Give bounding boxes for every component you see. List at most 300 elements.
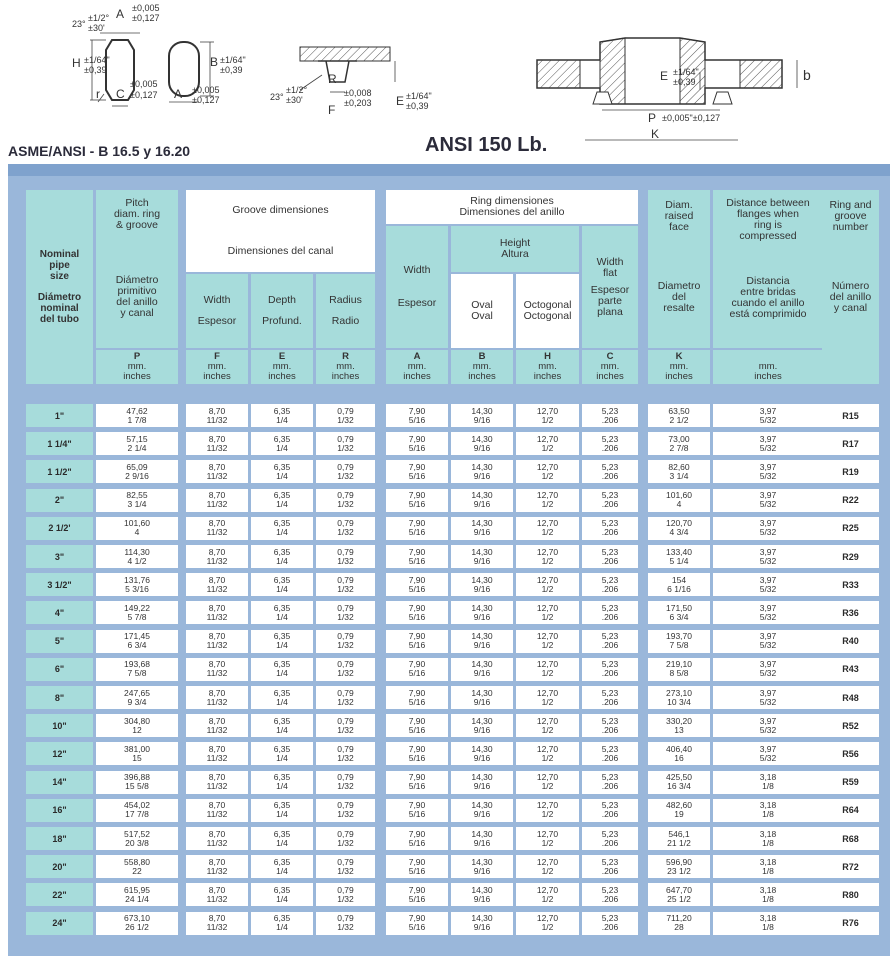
table-cell-k (648, 912, 710, 935)
table-cell-r (316, 601, 375, 624)
table-cell-k (648, 517, 710, 540)
cell-inch-value: 15 5/8 (125, 781, 149, 792)
cell-inch-value: 1/4 (276, 499, 288, 510)
table-cell-p (96, 912, 178, 935)
table-cell-c (582, 573, 638, 596)
cell-inch-value: 19 (674, 809, 684, 820)
cell-inch-value: 11/32 (206, 583, 228, 594)
table-cell-f (186, 827, 248, 850)
table-cell-b (451, 686, 513, 709)
cell-mm-value: 8,70 (208, 631, 226, 642)
table-cell-r (316, 432, 375, 455)
cell-mm-value: 14,30 (471, 546, 493, 557)
table-cell-h (516, 658, 579, 681)
cell-mm-value: 14,30 (471, 631, 493, 642)
cell-mm-value: 7,90 (408, 772, 426, 783)
cell-inch-value: .206 (601, 696, 619, 707)
table-cell-h (516, 460, 579, 483)
cell-mm-value: 482,60 (666, 800, 692, 811)
table-cell-k (648, 460, 710, 483)
cell-mm-value: 82,55 (126, 490, 148, 501)
cell-inch-value: 1/2 (541, 724, 554, 735)
cell-mm-value: 5,23 (601, 800, 619, 811)
table-cell-f (186, 658, 248, 681)
cell-inch-value: 5/32 (759, 611, 777, 622)
cell-inch-value: 9/16 (473, 668, 491, 679)
table-cell-c (582, 799, 638, 822)
flange-e-tol1-label: ±1/64" (673, 67, 699, 77)
cell-inch-value: 5/32 (759, 442, 777, 453)
row-size-label: 3" (26, 545, 93, 568)
table-cell-h (516, 742, 579, 765)
c-tol1-label: ±0,005 (130, 79, 158, 89)
table-cell-e (251, 545, 313, 568)
cell-mm-value: 120,70 (666, 518, 692, 529)
table-cell-d (713, 545, 823, 568)
table-cell-c (582, 686, 638, 709)
cell-mm-value: 6,35 (273, 828, 291, 839)
cell-inch-value: 11/32 (206, 527, 228, 538)
table-cell-f (186, 714, 248, 737)
col-pitch-header: Pitch diam. ring & groove Diámetro primitivo del anillo y canal (96, 190, 178, 348)
cell-mm-value: 14,30 (471, 743, 493, 754)
cell-inch-value: 13 (674, 724, 684, 735)
cell-mm-value: 0,79 (337, 405, 354, 416)
table-cell-d (713, 404, 823, 427)
cell-inch-value: 23 1/2 (667, 865, 691, 876)
cell-mm-value: 6,35 (273, 659, 291, 670)
cell-mm-value: 193,68 (124, 659, 150, 670)
cell-mm-value: 8,70 (208, 715, 226, 726)
cell-inch-value: 1/2 (541, 893, 554, 904)
cell-mm-value: 6,35 (273, 772, 291, 783)
cell-inch-value: 1/32 (337, 752, 354, 763)
row-ring-number: R22 (822, 489, 879, 512)
table-cell-e (251, 489, 313, 512)
cell-mm-value: 3,18 (759, 856, 777, 867)
col-flat-c-units: C mm. inches (582, 350, 638, 384)
table-cell-a (386, 432, 448, 455)
cell-inch-value: 1/2 (541, 527, 554, 538)
cell-mm-value: 47,62 (126, 405, 148, 416)
cell-mm-value: 3,97 (759, 546, 777, 557)
table-cell-f (186, 573, 248, 596)
table-cell-r (316, 799, 375, 822)
table-cell-d (713, 714, 823, 737)
cell-mm-value: 8,70 (208, 856, 226, 867)
groove-drawing (300, 47, 395, 92)
cell-inch-value: 1/32 (337, 724, 354, 735)
col-nominal-header: Nominal pipe size Diámetro nominal del tubo (26, 190, 93, 384)
table-cell-f (186, 432, 248, 455)
cell-inch-value: 20 3/8 (125, 837, 149, 848)
groove-f-tol2-label: ±0,203 (344, 98, 372, 108)
cell-mm-value: 14,30 (471, 800, 493, 811)
cell-mm-value: 6,35 (273, 687, 291, 698)
table-cell-k (648, 827, 710, 850)
cell-inch-value: 28 (674, 922, 684, 933)
cell-mm-value: 5,23 (601, 743, 619, 754)
cell-inch-value: 6 1/16 (667, 583, 691, 594)
cell-inch-value: 1/2 (541, 640, 554, 651)
table-cell-f (186, 517, 248, 540)
cell-inch-value: 1/2 (541, 414, 554, 425)
table-cell-a (386, 883, 448, 906)
cell-mm-value: 12,70 (536, 715, 559, 726)
cell-mm-value: 0,79 (337, 828, 354, 839)
cell-mm-value: 8,70 (208, 743, 226, 754)
row-size-label: 1 1/2" (26, 460, 93, 483)
cell-inch-value: 1/32 (337, 499, 354, 510)
cell-inch-value: 9/16 (473, 442, 491, 453)
cell-inch-value: 5/16 (408, 442, 426, 453)
cell-inch-value: 1/4 (276, 724, 288, 735)
cell-mm-value: 6,35 (273, 800, 291, 811)
groove-e-label: E (396, 94, 405, 108)
row-ring-number: R52 (822, 714, 879, 737)
cell-inch-value: 1/4 (276, 752, 288, 763)
cell-inch-value: 1/32 (337, 668, 354, 679)
panel-top-band (8, 164, 890, 176)
h-tol2-label: ±0,39 (84, 65, 107, 75)
cell-mm-value: 0,79 (337, 461, 354, 472)
table-cell-f (186, 489, 248, 512)
cell-mm-value: 3,18 (759, 913, 777, 924)
table-cell-c (582, 432, 638, 455)
cell-mm-value: 7,90 (408, 743, 426, 754)
table-cell-d (713, 489, 823, 512)
cell-mm-value: 12,70 (536, 602, 559, 613)
cell-mm-value: 8,70 (208, 772, 226, 783)
col-width-a-units: A mm. inches (386, 350, 448, 384)
table-cell-r (316, 742, 375, 765)
cell-inch-value: .206 (601, 922, 619, 933)
table-cell-b (451, 630, 513, 653)
table-cell-c (582, 545, 638, 568)
a-label: A (116, 7, 125, 21)
table-cell-b (451, 404, 513, 427)
cell-mm-value: 14,30 (471, 856, 493, 867)
table-cell-f (186, 404, 248, 427)
table-cell-c (582, 630, 638, 653)
cell-mm-value: 6,35 (273, 913, 291, 924)
table-cell-r (316, 883, 375, 906)
cell-inch-value: 9/16 (473, 724, 491, 735)
table-cell-h (516, 432, 579, 455)
cell-mm-value: 381,00 (124, 743, 150, 754)
table-cell-b (451, 432, 513, 455)
cell-mm-value: 7,90 (408, 631, 426, 642)
cell-inch-value: 11/32 (206, 837, 228, 848)
cell-inch-value: .206 (601, 414, 619, 425)
table-cell-c (582, 771, 638, 794)
table-cell-h (516, 517, 579, 540)
cell-mm-value: 7,90 (408, 518, 426, 529)
table-cell-a (386, 460, 448, 483)
flange-e-label: E (660, 69, 669, 83)
cell-mm-value: 5,23 (601, 461, 619, 472)
cell-inch-value: 5/16 (408, 865, 426, 876)
cell-mm-value: 0,79 (337, 913, 354, 924)
cell-mm-value: 8,70 (208, 405, 226, 416)
cell-inch-value: 6 3/4 (669, 611, 689, 622)
cell-inch-value: .206 (601, 809, 619, 820)
cell-mm-value: 12,70 (536, 743, 559, 754)
table-cell-d (713, 855, 823, 878)
height-group-header: Height Altura (451, 226, 579, 272)
cell-inch-value: 5/32 (759, 470, 777, 481)
table-cell-c (582, 404, 638, 427)
table-cell-k (648, 686, 710, 709)
cell-mm-value: 396,88 (124, 772, 150, 783)
cell-mm-value: 8,70 (208, 461, 226, 472)
col-depth-e-header: Depth Profund. (251, 274, 313, 348)
row-size-label: 5" (26, 630, 93, 653)
cell-inch-value: 11/32 (206, 668, 228, 679)
cell-inch-value: 1/32 (337, 922, 354, 933)
cell-mm-value: 3,97 (759, 405, 777, 416)
table-cell-d (713, 432, 823, 455)
row-ring-number: R56 (822, 742, 879, 765)
cell-mm-value: 0,79 (337, 856, 354, 867)
cell-mm-value: 6,35 (273, 856, 291, 867)
cell-inch-value: 9/16 (473, 611, 491, 622)
cell-mm-value: 0,79 (337, 772, 354, 783)
row-size-label: 1" (26, 404, 93, 427)
col-pitch-units: P mm. inches (96, 350, 178, 384)
cell-mm-value: 454,02 (124, 800, 150, 811)
col-distance-header: Distance between flanges when ring is compressed Distancia entre bridas cuando el anillo está comprimido (713, 190, 823, 348)
row-size-label: 2" (26, 489, 93, 512)
cell-mm-value: 12,70 (536, 772, 559, 783)
cell-mm-value: 7,90 (408, 433, 426, 444)
table-cell-r (316, 404, 375, 427)
cell-inch-value: 5/16 (408, 809, 426, 820)
cell-mm-value: 193,70 (666, 631, 692, 642)
cell-mm-value: 8,70 (208, 659, 226, 670)
cell-inch-value: .206 (601, 752, 619, 763)
cell-inch-value: 2 9/16 (125, 470, 149, 481)
cell-inch-value: 1/2 (541, 809, 554, 820)
table-cell-r (316, 714, 375, 737)
cell-mm-value: 6,35 (273, 518, 291, 529)
table-cell-c (582, 489, 638, 512)
table-cell-f (186, 686, 248, 709)
cell-mm-value: 6,35 (273, 574, 291, 585)
table-cell-f (186, 771, 248, 794)
table-cell-a (386, 855, 448, 878)
cell-mm-value: 5,23 (601, 828, 619, 839)
cell-inch-value: 9/16 (473, 555, 491, 566)
cell-mm-value: 7,90 (408, 687, 426, 698)
cell-inch-value: 4 (134, 527, 140, 538)
cell-inch-value: .206 (601, 583, 619, 594)
cell-inch-value: 3 1/4 (127, 499, 147, 510)
cell-inch-value: 2 1/2 (669, 414, 689, 425)
table-cell-p (96, 714, 178, 737)
row-ring-number: R76 (822, 912, 879, 935)
table-cell-f (186, 545, 248, 568)
cell-inch-value: 6 3/4 (127, 640, 147, 651)
cell-mm-value: 3,97 (759, 631, 777, 642)
cell-inch-value: 1/2 (541, 611, 554, 622)
table-cell-k (648, 545, 710, 568)
cell-inch-value: 1/32 (337, 893, 354, 904)
table-cell-p (96, 827, 178, 850)
cell-inch-value: 11/32 (206, 611, 228, 622)
cell-inch-value: 5/32 (759, 752, 777, 763)
table-cell-r (316, 517, 375, 540)
cell-mm-value: 0,79 (337, 490, 354, 501)
cell-inch-value: .206 (601, 527, 619, 538)
table-cell-p (96, 686, 178, 709)
groove-r-label: R (328, 72, 337, 86)
table-cell-d (713, 601, 823, 624)
row-size-label: 3 1/2" (26, 573, 93, 596)
table-cell-b (451, 912, 513, 935)
table-cell-d (713, 460, 823, 483)
cell-inch-value: .206 (601, 555, 619, 566)
row-size-label: 4" (26, 601, 93, 624)
cell-inch-value: 11/32 (206, 499, 228, 510)
flange-b-label: b (803, 67, 811, 83)
table-cell-e (251, 883, 313, 906)
cell-inch-value: .206 (601, 499, 619, 510)
b-tol1-label: ±1/64" (220, 55, 246, 65)
col-raised-k-header: Diam. raised face Diametro del resalte (648, 190, 710, 348)
b-label: B (210, 55, 219, 69)
cell-mm-value: 7,90 (408, 546, 426, 557)
table-cell-e (251, 573, 313, 596)
table-cell-f (186, 742, 248, 765)
cell-inch-value: 1/4 (276, 470, 288, 481)
table-cell-a (386, 630, 448, 653)
angle-label: 23° (72, 19, 86, 29)
cell-mm-value: 5,23 (601, 913, 619, 924)
table-cell-a (386, 489, 448, 512)
cell-inch-value: 5/16 (408, 555, 426, 566)
table-cell-b (451, 658, 513, 681)
cell-mm-value: 7,90 (408, 659, 426, 670)
cell-mm-value: 8,70 (208, 433, 226, 444)
cell-inch-value: 1/4 (276, 781, 288, 792)
table-cell-a (386, 545, 448, 568)
cell-inch-value: 5/16 (408, 668, 426, 679)
cell-mm-value: 133,40 (666, 546, 692, 557)
cell-mm-value: 5,23 (601, 715, 619, 726)
cell-mm-value: 5,23 (601, 574, 619, 585)
cell-inch-value: 1/4 (276, 837, 288, 848)
cell-inch-value: 1/2 (541, 837, 554, 848)
cell-mm-value: 73,00 (668, 433, 690, 444)
cell-mm-value: 615,95 (124, 884, 150, 895)
col-depth-e-units: E mm. inches (251, 350, 313, 384)
cell-mm-value: 101,60 (666, 490, 692, 501)
table-cell-a (386, 601, 448, 624)
cell-inch-value: 1/32 (337, 611, 354, 622)
row-ring-number: R64 (822, 799, 879, 822)
cell-mm-value: 82,60 (668, 461, 690, 472)
cell-inch-value: 9/16 (473, 837, 491, 848)
table-cell-p (96, 742, 178, 765)
col-radius-r-units: R mm. inches (316, 350, 375, 384)
cell-mm-value: 154 (671, 574, 687, 585)
row-size-label: 20" (26, 855, 93, 878)
cell-inch-value: 2 1/4 (127, 442, 147, 453)
cell-inch-value: 4 (676, 499, 682, 510)
table-cell-a (386, 517, 448, 540)
table-cell-a (386, 404, 448, 427)
cell-mm-value: 7,90 (408, 800, 426, 811)
cell-mm-value: 3,97 (759, 461, 777, 472)
cell-mm-value: 5,23 (601, 687, 619, 698)
cell-inch-value: 1/32 (337, 781, 354, 792)
table-cell-r (316, 489, 375, 512)
table-cell-b (451, 489, 513, 512)
table-cell-b (451, 771, 513, 794)
cell-inch-value: 1/32 (337, 837, 354, 848)
cell-inch-value: 1/2 (541, 583, 554, 594)
cell-inch-value: 11/32 (206, 724, 228, 735)
cell-inch-value: 9/16 (473, 922, 491, 933)
r-label: r (96, 87, 100, 101)
col-oct-h-header: Octogonal Octogonal (516, 274, 579, 348)
cell-mm-value: 304,80 (124, 715, 150, 726)
cell-inch-value: 9/16 (473, 893, 491, 904)
table-cell-r (316, 460, 375, 483)
cell-mm-value: 14,30 (471, 490, 493, 501)
cell-inch-value: 5/16 (408, 499, 426, 510)
table-cell-d (713, 658, 823, 681)
row-ring-number: R40 (822, 630, 879, 653)
table-cell-k (648, 855, 710, 878)
cell-mm-value: 7,90 (408, 828, 426, 839)
table-cell-e (251, 404, 313, 427)
cell-mm-value: 5,23 (601, 884, 619, 895)
table-cell-d (713, 912, 823, 935)
table-cell-h (516, 771, 579, 794)
table-cell-d (713, 771, 823, 794)
cell-mm-value: 3,18 (759, 828, 777, 839)
cell-mm-value: 14,30 (471, 687, 493, 698)
cell-mm-value: 5,23 (601, 490, 619, 501)
table-cell-a (386, 742, 448, 765)
row-ring-number: R25 (822, 517, 879, 540)
table-cell-h (516, 799, 579, 822)
cell-inch-value: 5/16 (408, 696, 426, 707)
cell-mm-value: 3,97 (759, 602, 777, 613)
cell-inch-value: 1/8 (762, 893, 774, 904)
cell-inch-value: 1/4 (276, 809, 288, 820)
cell-inch-value: 1/4 (276, 922, 288, 933)
cell-mm-value: 14,30 (471, 405, 493, 416)
table-panel (8, 164, 890, 956)
cell-inch-value: 25 1/2 (667, 893, 691, 904)
cell-inch-value: 1/4 (276, 442, 288, 453)
table-cell-a (386, 686, 448, 709)
table-cell-a (386, 912, 448, 935)
cell-mm-value: 3,97 (759, 659, 777, 670)
cell-inch-value: 9/16 (473, 752, 491, 763)
a2-tol2-label: ±0,127 (192, 95, 220, 105)
cell-mm-value: 6,35 (273, 631, 291, 642)
table-cell-p (96, 883, 178, 906)
cell-mm-value: 0,79 (337, 715, 354, 726)
cell-mm-value: 7,90 (408, 574, 426, 585)
table-cell-p (96, 460, 178, 483)
table-cell-f (186, 601, 248, 624)
cell-mm-value: 3,97 (759, 433, 777, 444)
